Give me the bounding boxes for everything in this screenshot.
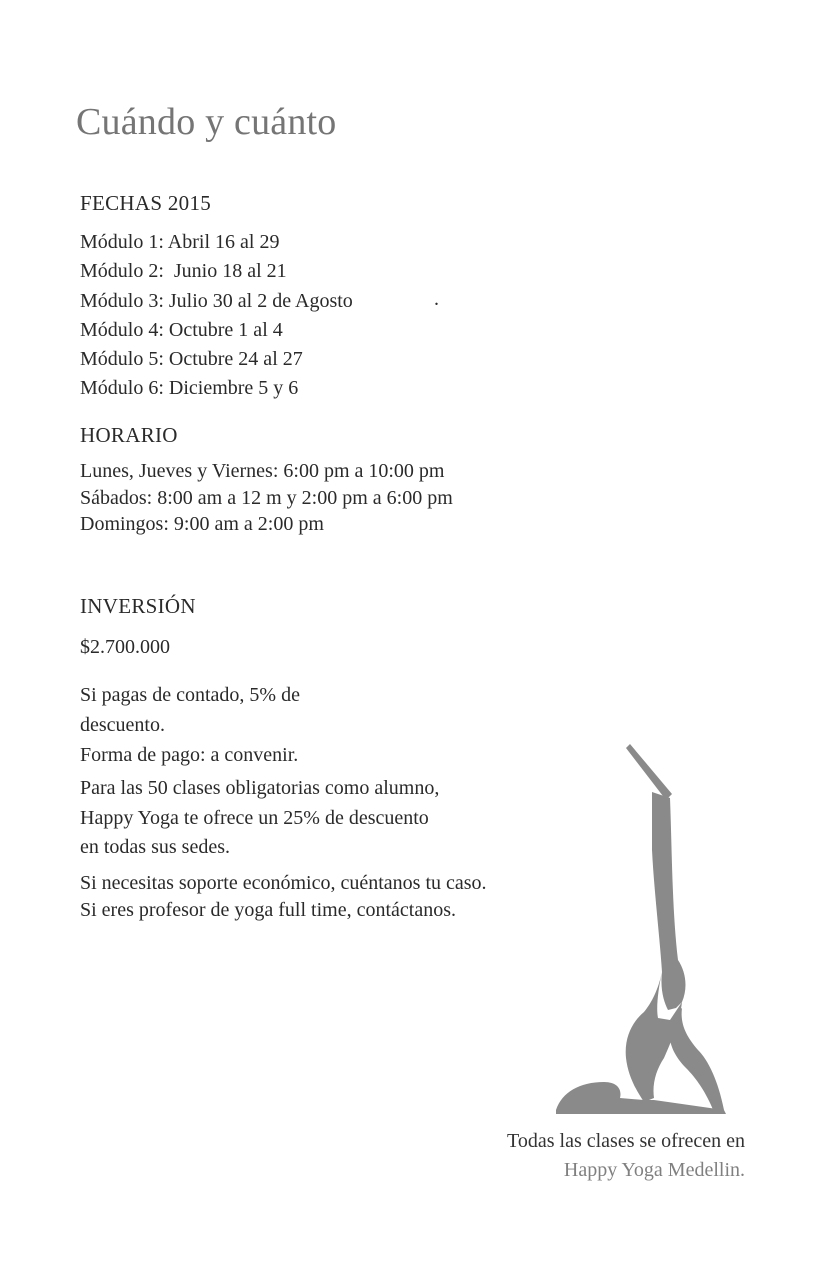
student-discount-line-2: Happy Yoga te ofrece un 25% de descuento [80, 806, 429, 829]
footer-line-1: Todas las clases se ofrecen en [507, 1130, 745, 1152]
payment-method: Forma de pago: a convenir. [80, 744, 299, 766]
support-line-1: Si necesitas soporte económico, cuéntanos tu caso. [80, 872, 487, 894]
fechas-heading: FECHAS 2015 [80, 191, 212, 215]
module-4-date: Módulo 4: Octubre 1 al 4 [80, 318, 283, 341]
module-3-date: Módulo 3: Julio 30 al 2 de Agosto [80, 289, 353, 312]
module-5-date: Módulo 5: Octubre 24 al 27 [80, 348, 303, 371]
module-6-date: Módulo 6: Diciembre 5 y 6 [80, 377, 299, 400]
price: $2.700.000 [80, 636, 170, 658]
cash-discount-line-1: Si pagas de contado, 5% de [80, 684, 300, 706]
page-title: Cuándo y cuánto [76, 101, 337, 143]
fechas-list [80, 228, 353, 404]
inversion-heading: INVERSIÓN [80, 594, 196, 618]
schedule-saturday: Sábados: 8:00 am a 12 m y 2:00 pm a 6:00 pm [80, 486, 453, 509]
schedule-sunday: Domingos: 9:00 am a 2:00 pm [80, 513, 324, 535]
support-line-2: Si eres profesor de yoga full time, contáctanos. [80, 898, 456, 921]
module-1-date: Módulo 1: Abril 16 al 29 [80, 231, 280, 253]
horario-list [80, 458, 453, 538]
cash-discount-text [80, 680, 300, 770]
footer-line-2: Happy Yoga Medellin. [563, 1159, 745, 1181]
footer-note [507, 1130, 745, 1182]
stray-period: . [434, 288, 439, 310]
student-discount-line-3: en todas sus sedes. [80, 836, 230, 858]
yoga-headstand-silhouette-icon [548, 740, 748, 1120]
cash-discount-line-2: descuento. [80, 714, 165, 736]
student-discount-line-1: Para las 50 clases obligatorias como alumno, [80, 777, 440, 799]
module-2-date: Módulo 2: Junio 18 al 21 [80, 260, 287, 283]
horario-heading: HORARIO [80, 423, 178, 447]
student-discount-text [80, 774, 439, 863]
schedule-weekdays: Lunes, Jueves y Viernes: 6:00 pm a 10:00 pm [80, 460, 445, 482]
support-text [80, 870, 487, 923]
